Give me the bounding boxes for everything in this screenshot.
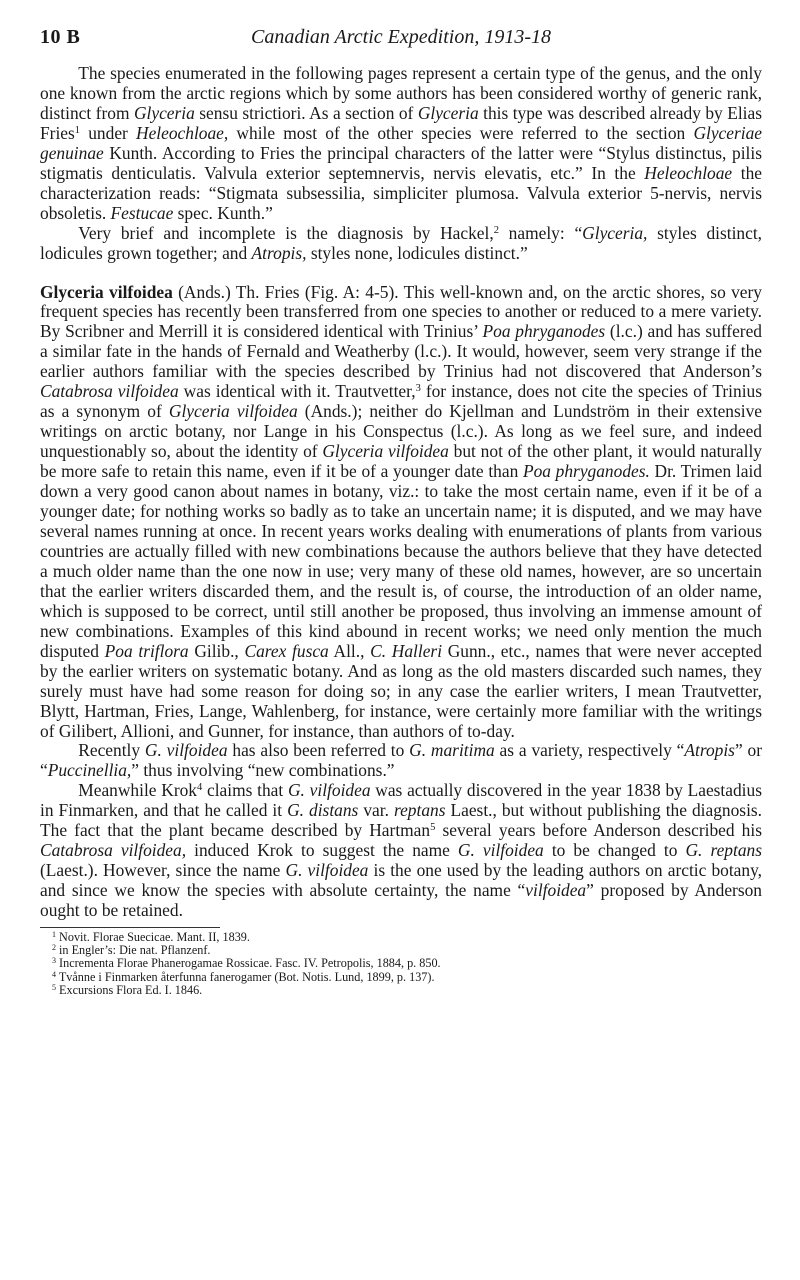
- footnote-number: 3: [52, 956, 56, 966]
- italic-term: Heleochloae: [644, 162, 733, 183]
- italic-term: C. Halleri: [370, 640, 443, 661]
- italic-term: Heleochloae,: [136, 122, 229, 143]
- text-run: Gunn., etc., names that were never accepted by the earlier writers on systematic botany. And as long as the old masters discarded such names, they surely must have had some reason for doing so; in any case the earlier writers, I mean Trautvetter, Blytt, Hartman, Fries, Lange, Wahlenberg, for instance, were certainly more familiar with the writings of Gilibert, Allioni, and Gunner, for instance, than authors of to-day.: [40, 640, 763, 741]
- italic-term: Catabrosa vilfoidea: [40, 381, 179, 402]
- body-text: [40, 64, 762, 921]
- italic-term: Atropis,: [251, 242, 307, 263]
- text-run: for instance, does not cite the species of Trinius as a synonym of: [40, 381, 762, 422]
- footnote-ref: 3: [415, 383, 421, 395]
- text-run: was actually discovered in the year 1838 by Laestadius in Finmarken, and that he called it: [40, 780, 762, 821]
- text-run: Meanwhile Krok: [78, 780, 197, 801]
- italic-term: G. vilfoidea: [288, 780, 371, 801]
- text-run: (Ands.); neither do Kjellman and Lundström in their extensive writings on arctic botany, nor Lange in his Conspectus (l.c.). As long as we feel sure, and indeed unquestionably so, about the identity of: [40, 401, 762, 462]
- text-run: (l.c.) and has suffered a similar fate in the hands of Fernald and Weatherby (l.c.). It would, however, seem very strange if the earlier authors familiar with the species described by Trinius had not discovered that Anderson’s: [40, 321, 763, 382]
- text-run: under: [80, 122, 137, 143]
- italic-term: Carex fusca: [244, 640, 329, 661]
- text-run: The species enumerated in the following pages represent a certain type of the genus, and the only one known from the arctic regions which by some authors has been considered worthy of generic rank, distinct from: [40, 63, 762, 123]
- text-run: sensu strictiori. As a section of: [194, 102, 418, 123]
- footnote-number: 2: [52, 943, 56, 953]
- text-run: to be changed to: [543, 840, 686, 861]
- footnote-text: Incrementa Florae Phanerogamae Rossicae. Fasc. IV. Petropolis, 1884, p. 850.: [59, 956, 441, 971]
- text-run: several years before Anderson described his: [435, 820, 762, 841]
- footnote-5: [40, 984, 762, 997]
- text-run: ” proposed by Anderson ought to be retained.: [40, 880, 762, 921]
- footnote-number: 4: [52, 969, 56, 979]
- footnote-text: Novit. Florae Suecicae. Mant. II, 1839.: [59, 930, 250, 945]
- paragraph-3-species-entry: [40, 283, 762, 742]
- italic-term: Catabrosa vilfoidea,: [40, 840, 187, 861]
- text-run: is the one used by the leading authors on arctic botany, and since we know the species with absolute certainty, the name “: [40, 860, 762, 901]
- text-run: claims that: [202, 780, 288, 801]
- text-run: Very brief and incomplete is the diagnosis by Hackel,: [78, 222, 494, 243]
- paragraph-2: [40, 224, 762, 264]
- italic-term: Glyceria: [417, 102, 479, 123]
- text-run: but not of the other plant, it would naturally be more safe to retain this name, even if it be of a younger date than: [40, 441, 763, 482]
- italic-term: Poa phryganodes: [482, 321, 606, 342]
- text-run: ” or “: [40, 740, 763, 781]
- text-run: induced Krok to suggest the name: [186, 840, 458, 861]
- footnote-ref: 5: [430, 822, 436, 834]
- page-number: 10 B: [40, 26, 81, 48]
- italic-term: Glyceria: [133, 102, 195, 123]
- text-run: var.: [358, 800, 394, 821]
- page: [40, 26, 762, 997]
- footnote-ref: 2: [493, 224, 499, 236]
- footnote-text: Excursions Flora Ed. I. 1846.: [59, 982, 203, 997]
- footnotes: [40, 931, 762, 997]
- footnote-ref: 4: [197, 782, 203, 794]
- text-run: Recently: [78, 740, 145, 761]
- italic-term: G. vilfoidea: [285, 860, 369, 881]
- paragraph-1: [40, 64, 762, 224]
- text-run: All.,: [328, 640, 371, 661]
- paragraph-5: [40, 781, 762, 921]
- italic-term: Puccinellia,: [47, 760, 132, 781]
- text-run: was identical with it. Trautvetter,: [178, 381, 416, 402]
- text-run: the characterization reads: “Stigmata subsessilia, simpliciter plumosa. Valvula exterior 5-nervis, nervis obsoletis.: [40, 162, 762, 223]
- italic-term: G. distans: [287, 800, 359, 821]
- text-run: styles none, lodicules distinct.”: [306, 242, 528, 263]
- running-title: Canadian Arctic Expedition, 1913-18: [251, 26, 551, 48]
- text-run: this type was described already by Elias Fries: [40, 102, 762, 143]
- text-run: namely: “: [498, 222, 583, 243]
- text-run: styles distinct, lodicules grown together; and: [40, 222, 763, 263]
- italic-term: G. vilfoidea: [457, 840, 544, 861]
- species-heading: Glyceria vilfoidea: [40, 281, 173, 302]
- italic-term: Poa triflora: [104, 640, 189, 661]
- footnote-text: Tvånne i Finmarken återfunna fanerogamer (Bot. Notis. Lund, 1899, p. 137).: [58, 969, 435, 984]
- italic-term: vilfoidea: [525, 880, 587, 901]
- italic-term: Glyceria vilfoidea: [322, 441, 449, 462]
- footnote-number: 5: [52, 982, 56, 992]
- italic-term: Glyceriae genuinae: [40, 122, 762, 163]
- italic-term: G. reptans: [685, 840, 762, 861]
- text-run: (Laest.). However, since the name: [40, 860, 286, 881]
- italic-term: Festucae: [110, 202, 174, 223]
- text-run: Dr. Trimen laid down a very good canon about names in botany, viz.: to take the most certain name, even if it be of a younger date; for nothing works so badly as to take an uncertain name; it is disputed, and we may have several names running at once. In recent years works dealing with enumerations of plants from various countries are actually filled with new combinations because the authors believe that they have detected a much older name than the one now in use; very many of these old names, however, are so uncertain that the earlier writers discarded them, and the result is, of course, the introduction of an older name, which is supposed to be correct, until still another be proposed, thus involving an immense amount of new combinations. Examples of this kind abound in recent works; we need only mention the much disputed: [40, 461, 762, 661]
- italic-term: G. maritima: [409, 740, 495, 761]
- italic-term: Atropis: [684, 740, 735, 761]
- text-run: Gilib.,: [188, 640, 245, 661]
- italic-term: Glyceria vilfoidea: [168, 401, 298, 422]
- footnote-rule: [40, 927, 220, 928]
- text-run: (Ands.) Th. Fries (Fig. A: 4-5). This well-known and, on the arctic shores, so very frequent species has recently been transferred from one species to another or reduced to a mere variety. By Scribner and Merrill it is considered identical with Trinius’: [40, 281, 762, 342]
- paragraph-4: [40, 741, 762, 781]
- footnote-number: 1: [52, 930, 56, 940]
- text-run: ” thus involving “new combinations.”: [131, 760, 395, 781]
- italic-term: reptans: [393, 800, 446, 821]
- text-run: while most of the other species were referred to the section: [228, 122, 694, 143]
- text-run: Kunth. According to Fries the principal characters of the latter were “Stylus distinctus, pilis stigmatis denticulatis. Valvula exterior septemnervis, nervis elevatis, etc.” In the: [40, 142, 762, 183]
- running-header: [40, 26, 762, 56]
- footnote-text: in Engler’s: Die nat. Pflanzenf.: [59, 943, 211, 958]
- italic-term: Glyceria,: [582, 222, 648, 243]
- text-run: Laest., but without publishing the diagnosis. The fact that the plant became described by Hartman: [40, 800, 763, 841]
- italic-term: G. vilfoidea: [144, 740, 228, 761]
- italic-term: Poa phryganodes.: [522, 461, 650, 482]
- text-run: as a variety, respectively “: [494, 740, 685, 761]
- footnote-ref: 1: [74, 124, 81, 136]
- text-run: spec. Kunth.”: [173, 202, 273, 223]
- text-run: has also been referred to: [227, 740, 410, 761]
